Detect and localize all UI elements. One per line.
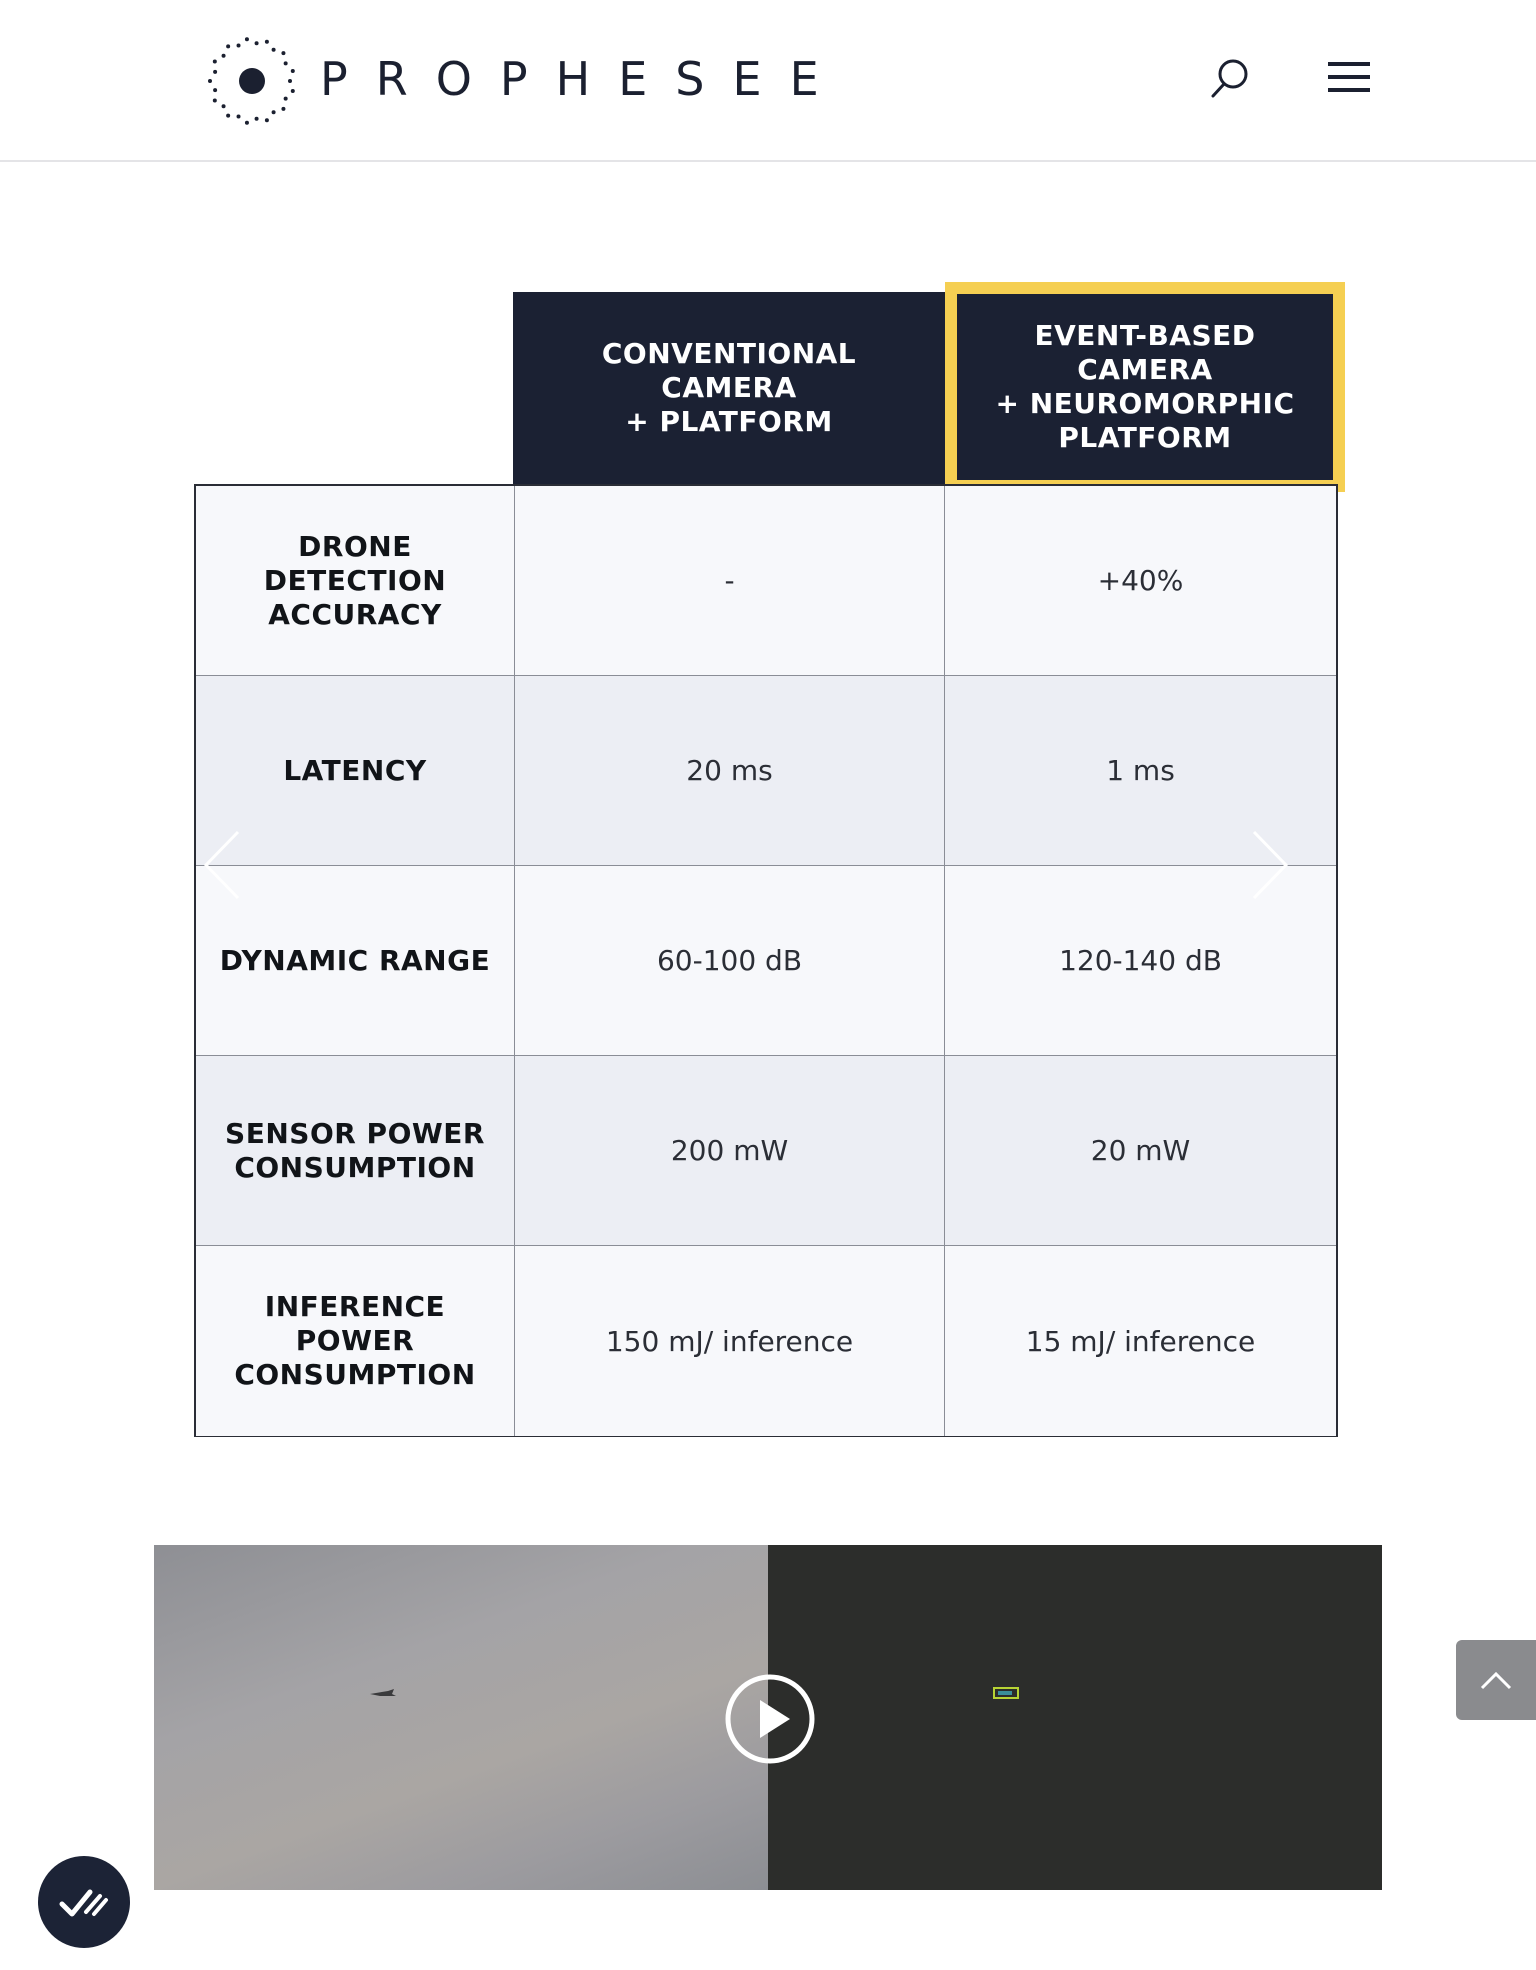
table-row — [196, 676, 1336, 866]
back-to-top-button[interactable] — [1456, 1640, 1536, 1720]
conventional-value: 20 ms — [515, 676, 945, 865]
event-camera-frame — [768, 1545, 1382, 1890]
brand-wordmark[interactable]: PROPHESEE — [320, 52, 847, 106]
row-label: DYNAMIC RANGE — [196, 866, 515, 1055]
table-row — [196, 486, 1336, 676]
conventional-value: 60-100 dB — [515, 866, 945, 1055]
table-row — [196, 1246, 1336, 1436]
event-value: 20 mW — [1090, 1134, 1191, 1167]
play-icon[interactable] — [724, 1673, 816, 1765]
row-label: SENSOR POWER CONSUMPTION — [196, 1056, 515, 1245]
conventional-value: 150 mJ/ inference — [515, 1246, 945, 1436]
event-value: 1 ms — [1106, 754, 1175, 787]
drone-icon — [370, 1688, 396, 1698]
row-label: DRONE DETECTION ACCURACY — [196, 486, 515, 675]
conventional-value: - — [515, 486, 945, 675]
drone-detection-video[interactable] — [154, 1545, 1382, 1890]
event-value: 15 mJ/ inference — [1025, 1324, 1256, 1358]
conventional-value: 200 mW — [515, 1056, 945, 1245]
table-row — [196, 866, 1336, 1056]
event-value: 120-140 dB — [1059, 944, 1222, 977]
column-header-event-based: EVENT-BASED CAMERA + NEUROMORPHIC PLATFORM — [945, 282, 1345, 492]
chevron-left-icon[interactable] — [200, 828, 244, 902]
check-badge-button[interactable] — [38, 1856, 130, 1948]
detection-box-icon — [993, 1686, 1021, 1700]
conventional-camera-frame — [154, 1545, 768, 1890]
column-header-conventional: CONVENTIONAL CAMERA + PLATFORM — [513, 292, 945, 484]
row-label: LATENCY — [196, 676, 515, 865]
check-badge-icon — [56, 1882, 112, 1922]
event-value: +40% — [1097, 564, 1184, 597]
comparison-grid — [194, 484, 1338, 1437]
table-row — [196, 1056, 1336, 1246]
chevron-up-icon — [1478, 1668, 1514, 1692]
chevron-right-icon[interactable] — [1248, 828, 1292, 902]
row-label: INFERENCE POWER CONSUMPTION — [196, 1246, 515, 1436]
